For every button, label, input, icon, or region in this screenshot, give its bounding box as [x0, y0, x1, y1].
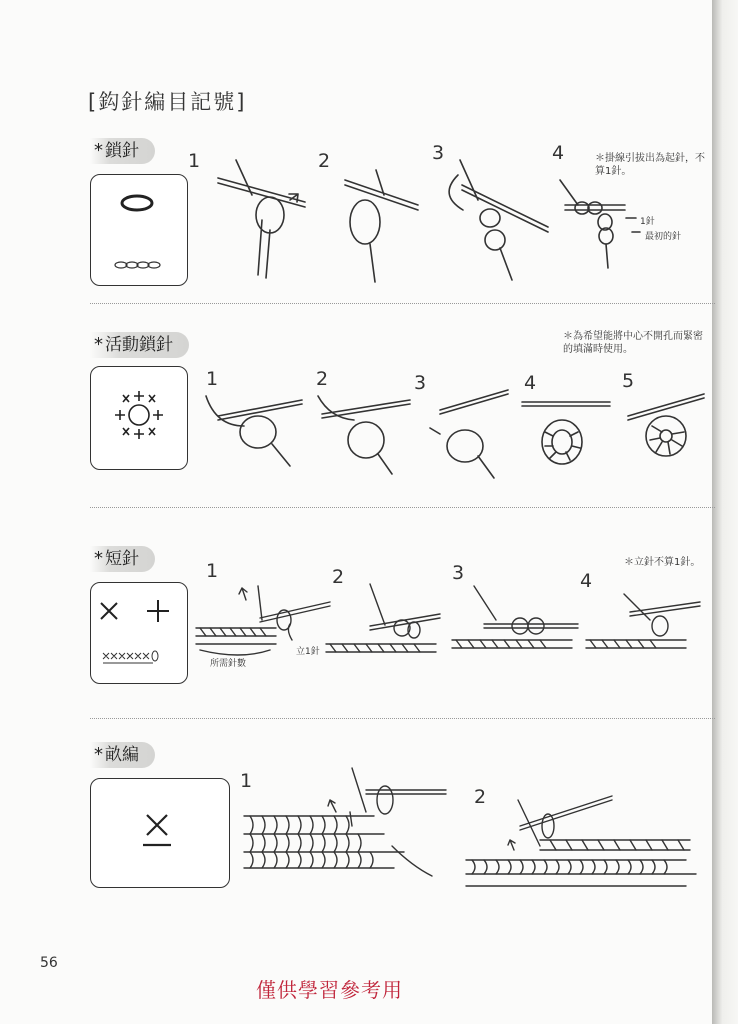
asterisk-icon: *: [94, 140, 103, 161]
step-number: 3: [414, 372, 427, 394]
step-number: 1: [240, 770, 253, 792]
step-number: 5: [622, 370, 635, 392]
step-number: 1: [206, 368, 219, 390]
step-number: 4: [552, 142, 565, 164]
step-number: 2: [474, 786, 487, 808]
asterisk-icon: *: [94, 548, 103, 569]
page-title: [鈎針編目記號]: [88, 90, 247, 114]
section-label-single-crochet: * 短針: [90, 546, 155, 572]
annotation-one-stitch: 1針: [640, 217, 655, 227]
asterisk-icon: *: [94, 334, 103, 355]
step-number: 1: [188, 150, 201, 172]
step-number: 2: [316, 368, 329, 390]
step-number: 3: [432, 142, 445, 164]
step-number: 1: [206, 560, 219, 582]
step-number: 4: [524, 372, 537, 394]
section-label-ridge-stitch: * 畝編: [90, 742, 155, 768]
step-number: 2: [318, 150, 331, 172]
step-number: 3: [452, 562, 465, 584]
note-magic-ring: ＊為希望能將中心不開孔而緊密的填滿時使用。: [563, 331, 703, 355]
section-label-magic-ring: * 活動鎖針: [90, 332, 189, 358]
watermark-footer: 僅供學習參考用: [256, 978, 403, 1002]
asterisk-icon: *: [94, 744, 103, 765]
annotation-required-stitches: 所需針數: [210, 659, 247, 669]
note-chain: ＊掛線引拔出為起針，不算1針。: [595, 153, 705, 177]
page-number: 56: [40, 955, 58, 971]
annotation-first-stitch: 最初的針: [645, 232, 682, 242]
step-number: 2: [332, 566, 345, 588]
step-number: 4: [580, 570, 593, 592]
note-single-crochet: ＊立針不算1針。: [624, 557, 701, 568]
section-label-chain: * 鎖針: [90, 138, 155, 164]
annotation-one-turning-chain: 立1針: [296, 647, 320, 657]
